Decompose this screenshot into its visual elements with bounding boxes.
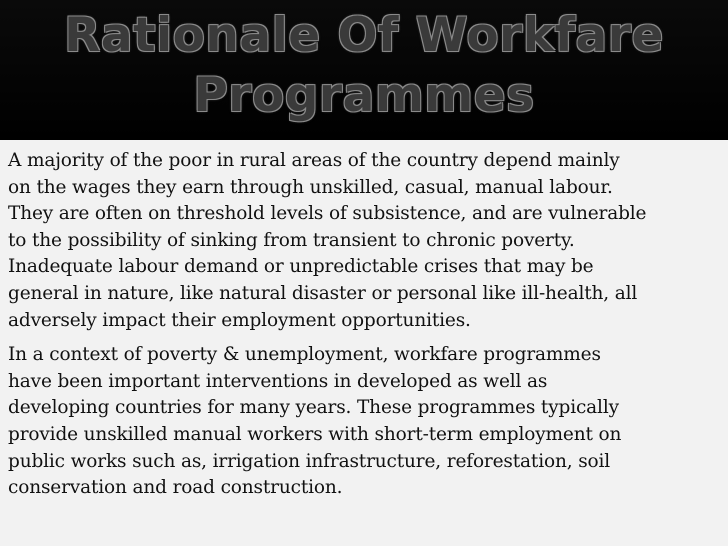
paragraph-line: have been important interventions in developed as well as <box>8 370 548 392</box>
paragraph-line: provide unskilled manual workers with short-term employment on <box>8 423 622 445</box>
title-bar <box>0 0 728 140</box>
paragraph-line: A majority of the poor in rural areas of the country depend mainly <box>8 150 620 171</box>
paragraph-line: In a context of poverty & unemployment, workfare programmes <box>8 344 601 366</box>
paragraph-line: public works such as, irrigation infrastructure, reforestation, soil <box>8 450 611 472</box>
paragraph-2 <box>0 342 728 502</box>
slide-title-line-1: Rationale Of Workfare <box>64 8 664 63</box>
paragraph-line: developing countries for many years. These programmes typically <box>8 397 619 419</box>
slide-content <box>0 140 728 546</box>
paragraph-line: general in nature, like natural disaster or personal like ill-health, all <box>8 282 638 304</box>
paragraph-line: to the possibility of sinking from transient to chronic poverty. <box>8 229 575 251</box>
paragraph-line: on the wages they earn through unskilled, casual, manual labour. <box>8 176 613 198</box>
paragraph-line: adversely impact their employment opportunities. <box>8 309 471 331</box>
paragraph-line: Inadequate labour demand or unpredictable crises that may be <box>8 256 594 278</box>
paragraph-line: They are often on threshold levels of subsistence, and are vulnerable <box>8 203 647 225</box>
paragraph-1 <box>0 148 728 334</box>
slide-title-line-2: Programmes <box>193 68 535 123</box>
paragraph-line: conservation and road construction. <box>8 477 343 499</box>
slide-title <box>0 6 728 126</box>
